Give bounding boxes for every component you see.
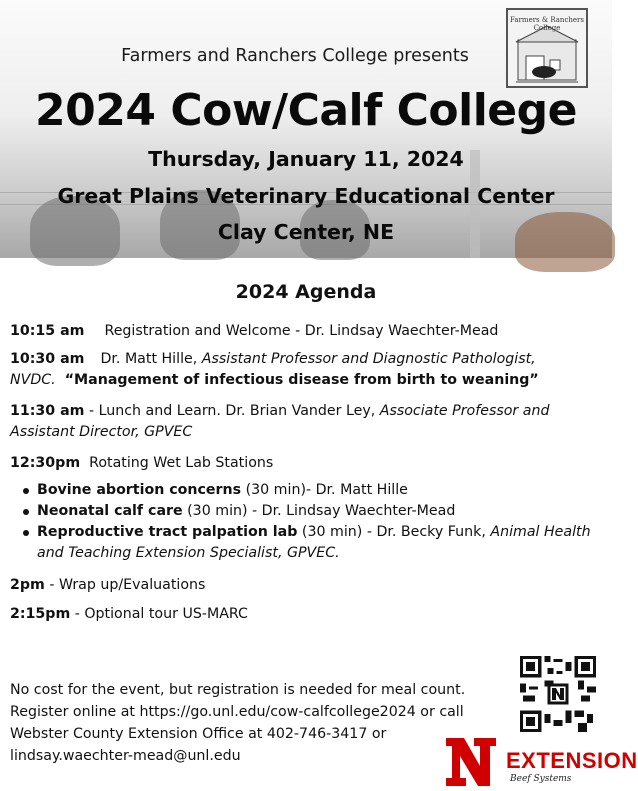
agenda-text: - Lunch and Learn. Dr. Brian Vander Ley,: [84, 403, 380, 419]
agenda-time: 11:30 am: [10, 403, 85, 419]
event-title: 2024 Cow/Calf College: [35, 85, 577, 136]
agenda-item: [10, 453, 606, 474]
agenda-time: 12:30pm: [10, 455, 81, 471]
agenda-item: [10, 321, 606, 342]
qr-code-icon: [520, 656, 596, 732]
agenda-time: 10:15 am: [10, 323, 85, 339]
agenda-text: Rotating Wet Lab Stations: [89, 455, 274, 471]
footer-line: Webster County Extension Office at 402-746-3417 or: [10, 726, 387, 742]
list-item: [37, 522, 612, 564]
lab-name: Neonatal calf care: [37, 503, 183, 519]
extension-wordmark: EXTENSION: [506, 748, 638, 773]
agenda-speaker: Dr. Matt Hille,: [100, 351, 202, 367]
agenda-text: Registration and Welcome - Dr. Lindsay Waechter-Mead: [104, 323, 499, 339]
event-date: Thursday, January 11, 2024: [148, 147, 464, 171]
header-banner: [0, 0, 612, 258]
agenda-time: 2:15pm: [10, 606, 71, 622]
agenda-talk-title: “Management of infectious disease from birth to weaning”: [64, 372, 539, 388]
wet-lab-list: [0, 480, 612, 564]
qr-code[interactable]: [520, 656, 596, 732]
agenda-item: [10, 349, 606, 391]
agenda-text: - Wrap up/Evaluations: [44, 577, 206, 593]
presenter-line: Farmers and Ranchers College presents: [121, 46, 469, 66]
agenda-heading: 2024 Agenda: [235, 281, 377, 303]
event-city: Clay Center, NE: [217, 220, 395, 244]
nebraska-n-icon: [444, 736, 498, 788]
extension-subtitle: Beef Systems: [510, 774, 572, 784]
agenda-time: 2pm: [10, 577, 45, 593]
lab-name: Reproductive tract palpation lab: [37, 524, 298, 540]
agenda-item: [10, 401, 606, 443]
agenda-item: [10, 575, 606, 596]
nebraska-extension-logo: [444, 736, 638, 788]
agenda-time: 10:30 am: [10, 351, 85, 367]
registration-link[interactable]: Register online at https://go.unl.edu/cow-calfcollege2024 or call: [10, 704, 464, 720]
lab-name: Bovine abortion concerns: [37, 482, 242, 498]
lab-role: Animal Health and Teaching Extension Specialist, GPVEC.: [37, 524, 591, 561]
list-item: [37, 501, 612, 522]
agenda-text: - Optional tour US-MARC: [70, 606, 248, 622]
registration-info: [10, 679, 510, 767]
footer-line: No cost for the event, but registration is needed for meal count.: [10, 682, 466, 698]
contact-email[interactable]: lindsay.waechter-mead@unl.edu: [10, 748, 241, 764]
list-item: [37, 480, 612, 501]
agenda-role: Assistant Professor and Diagnostic Pathologist, NVDC.: [10, 351, 536, 388]
agenda-role: Associate Professor and Assistant Director, GPVEC: [10, 403, 550, 440]
event-venue: Great Plains Veterinary Educational Center: [57, 184, 555, 208]
lab-detail: (30 min) - Dr. Lindsay Waechter-Mead: [182, 503, 456, 519]
lab-detail: (30 min)- Dr. Matt Hille: [241, 482, 408, 498]
lab-detail: (30 min) - Dr. Becky Funk,: [297, 524, 491, 540]
logo-text: Farmers & Ranchers College: [510, 16, 584, 32]
agenda-item: [10, 604, 606, 625]
